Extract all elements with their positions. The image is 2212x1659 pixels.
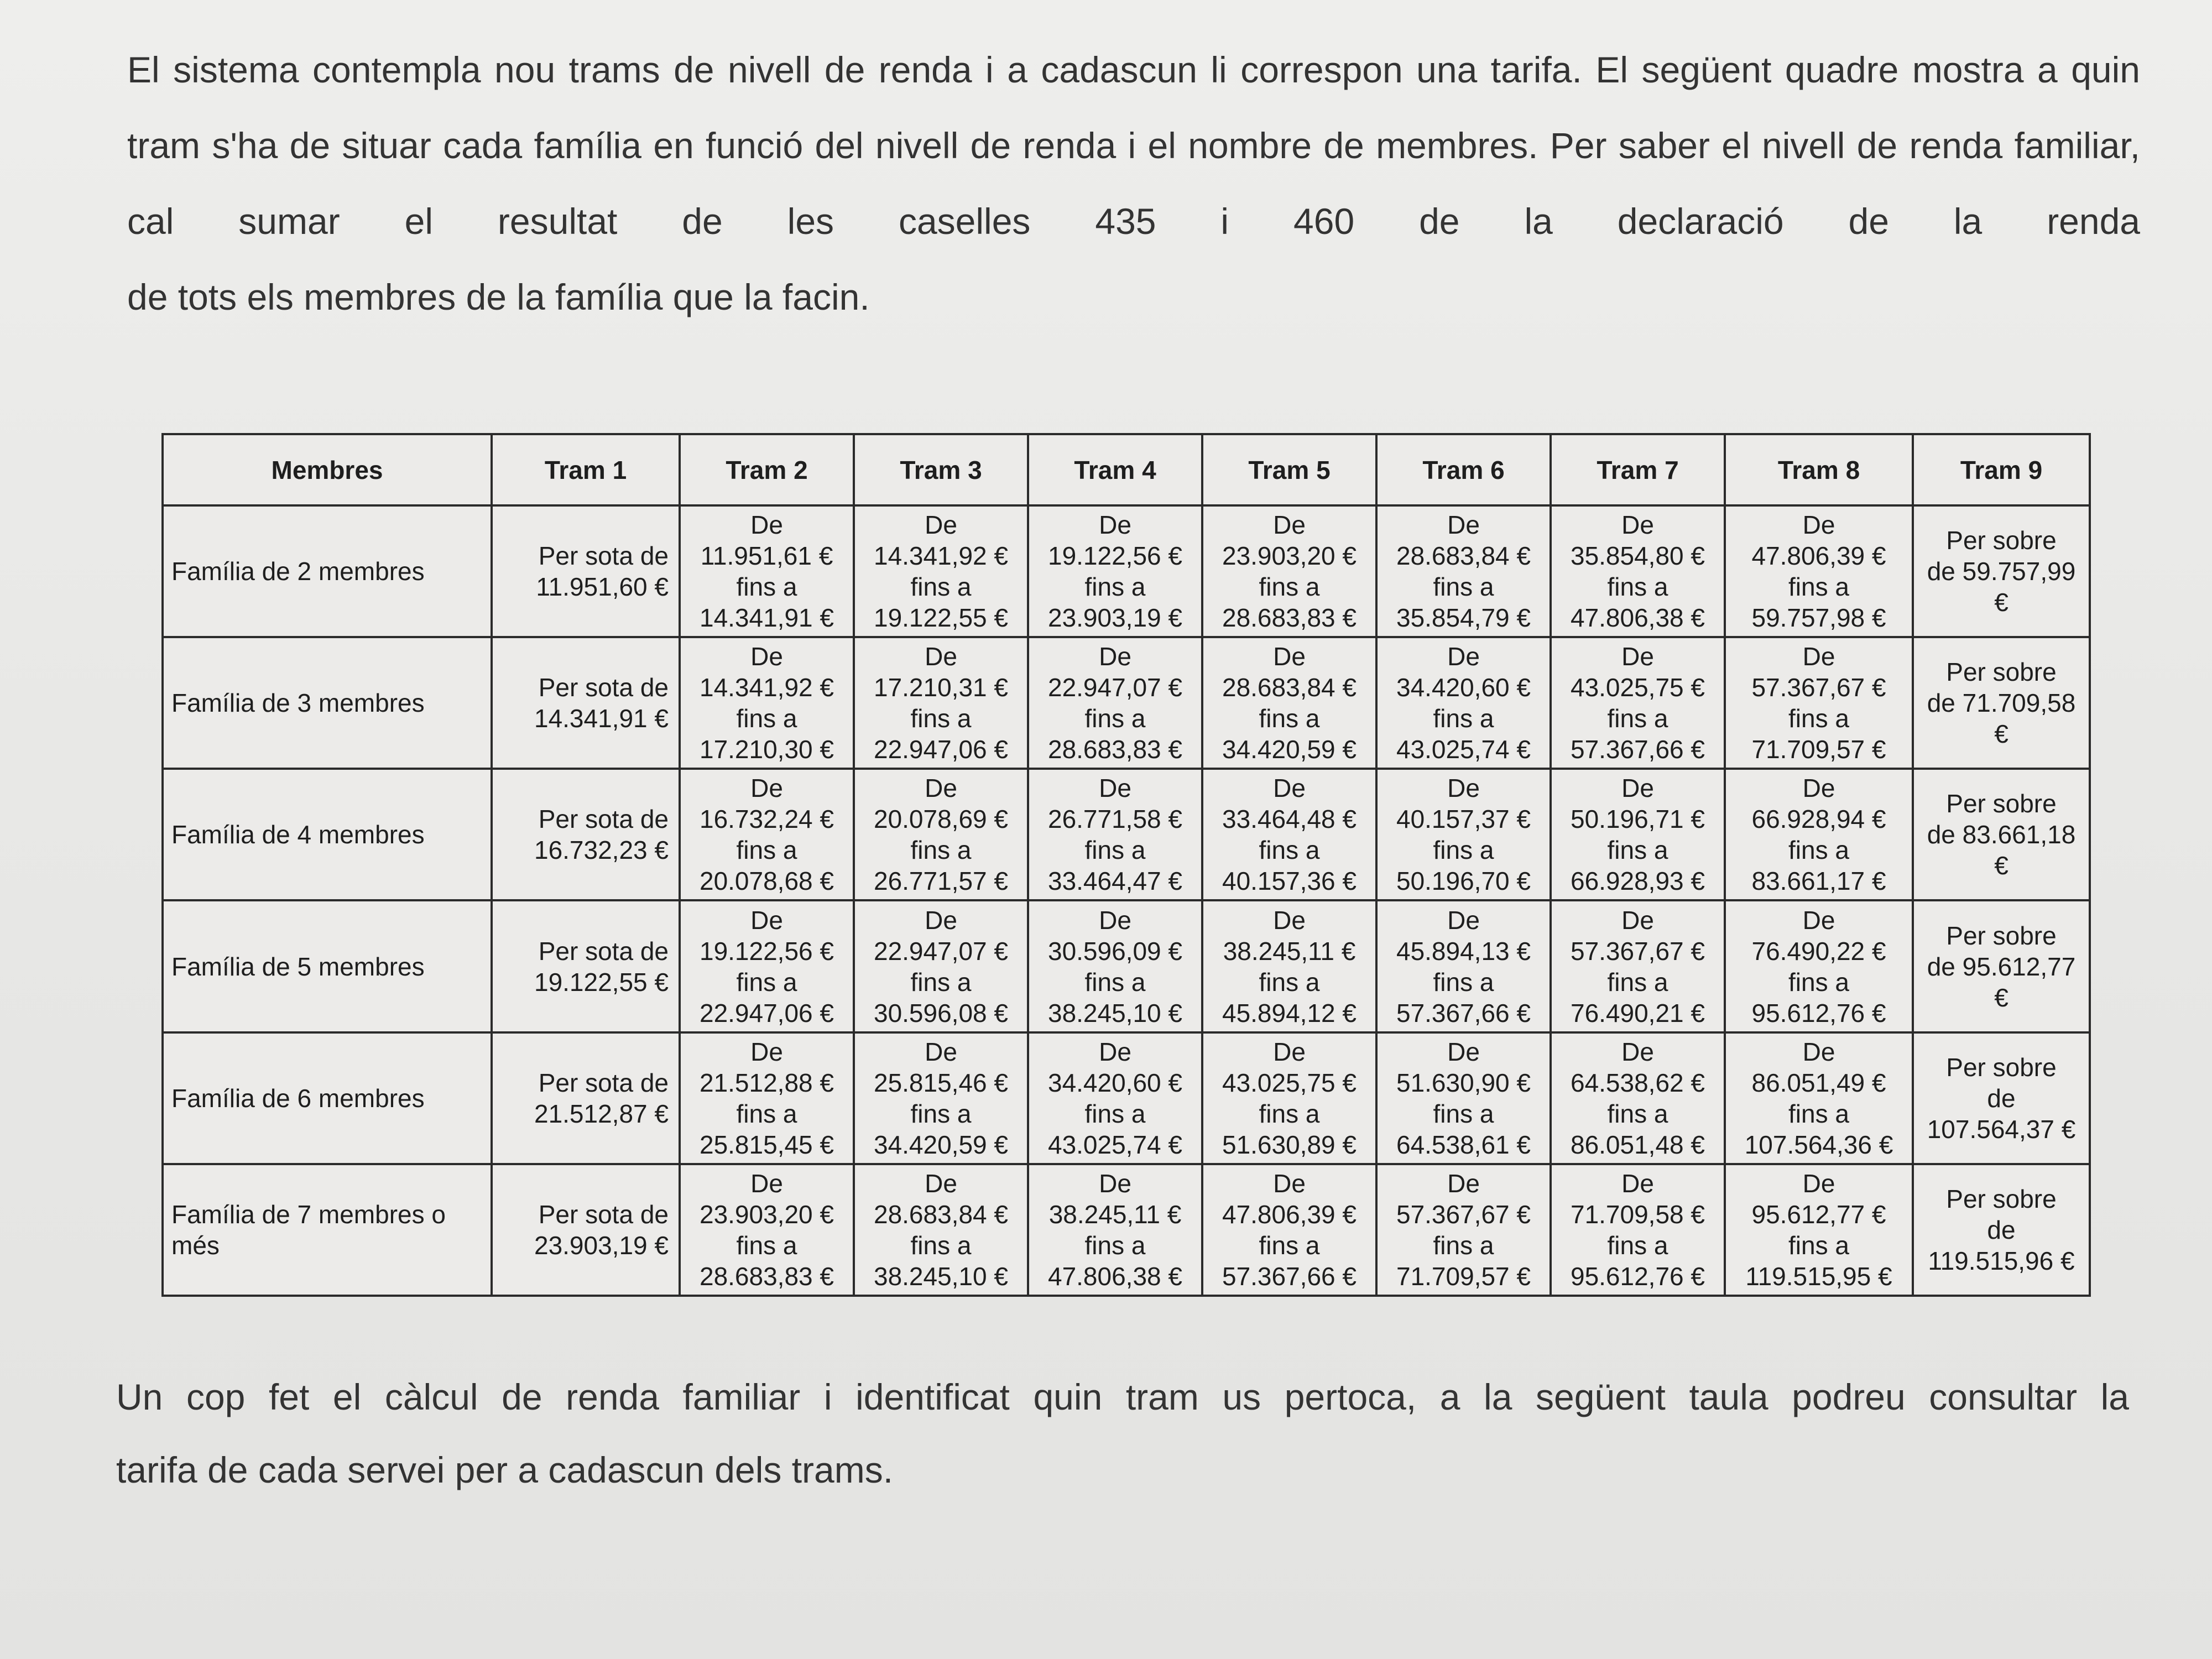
range-cell (680, 769, 854, 900)
cell-line: De (1273, 905, 1306, 935)
cell-line: 76.490,21 € (1570, 998, 1705, 1027)
cell-line: 30.596,08 € (873, 998, 1008, 1027)
cell-line: 64.538,62 € (1570, 1068, 1705, 1097)
range-cell (1028, 769, 1202, 900)
cell-line: De (1447, 905, 1480, 935)
range-cell (1551, 637, 1725, 769)
cell-line: 23.903,19 € (534, 1230, 669, 1260)
cell-line: 71.709,58 € (1570, 1199, 1705, 1229)
cell-line: 38.245,10 € (873, 1261, 1008, 1291)
cell-line: 25.815,45 € (699, 1130, 834, 1159)
cell-line: 66.928,93 € (1570, 867, 1705, 896)
cell-line: Per sota de (538, 1199, 669, 1229)
range-cell (1376, 1032, 1551, 1164)
tram9-cell (1913, 505, 2090, 637)
cell-line: fins a (1084, 967, 1146, 997)
cell-line: 86.051,48 € (1570, 1130, 1705, 1159)
cell-line: Per sota de (538, 805, 669, 834)
cell-line: 45.894,13 € (1396, 936, 1531, 966)
cell-line: 26.771,58 € (1047, 805, 1182, 834)
cell-line: 57.367,67 € (1751, 673, 1886, 702)
cell-line: Per sota de (538, 936, 669, 966)
cell-line: 38.245,10 € (1047, 998, 1182, 1027)
cell-line: De (1621, 1037, 1654, 1066)
cell-line: 40.157,37 € (1396, 805, 1531, 834)
header-cell: Tram 2 (680, 434, 854, 505)
cell-line: fins a (736, 1099, 797, 1128)
cell-line: fins a (910, 1099, 972, 1128)
tram1-cell (492, 505, 680, 637)
range-cell (680, 900, 854, 1032)
cell-line: fins a (1607, 836, 1668, 865)
cell-line: fins a (1433, 1099, 1494, 1128)
cell-line: 57.367,66 € (1222, 1261, 1357, 1291)
range-cell (1028, 637, 1202, 769)
cell-line: 47.806,39 € (1751, 541, 1886, 571)
range-cell (1202, 769, 1376, 900)
range-cell (854, 505, 1028, 637)
range-cell (1551, 900, 1725, 1032)
cell-line: fins a (910, 1230, 972, 1260)
cell-line: 19.122,56 € (699, 936, 834, 966)
cell-line: 16.732,24 € (699, 805, 834, 834)
cell-line: Per sobre (1946, 921, 2057, 950)
cell-line: 71.709,57 € (1751, 735, 1886, 764)
table-header-row (163, 434, 2090, 505)
cell-line: fins a (1788, 836, 1849, 865)
cell-line: 50.196,70 € (1396, 867, 1531, 896)
table-row (163, 1032, 2090, 1164)
cell-line: De (1802, 905, 1835, 935)
cell-line: De (1099, 510, 1131, 540)
cell-line: 34.420,59 € (1222, 735, 1357, 764)
cell-line: 35.854,79 € (1396, 603, 1531, 633)
range-cell (854, 900, 1028, 1032)
cell-line: 23.903,20 € (1222, 541, 1357, 571)
cell-line: 34.420,60 € (1047, 1068, 1182, 1097)
cell-line: 59.757,98 € (1751, 603, 1886, 633)
cell-line: Per sobre (1946, 526, 2057, 555)
cell-line: 45.894,12 € (1222, 998, 1357, 1027)
cell-line: De (1447, 1168, 1480, 1198)
cell-line: Per sobre (1946, 658, 2057, 687)
range-cell (1725, 769, 1913, 900)
cell-line: fins a (736, 572, 797, 602)
outro-line: tarifa de cada servei per a cadascun dels trams. (116, 1449, 894, 1490)
cell-line: fins a (1788, 967, 1849, 997)
membres-cell: Família de 4 membres (163, 769, 492, 900)
cell-line: De (1273, 1037, 1306, 1066)
header-cell: Tram 3 (854, 434, 1028, 505)
cell-line: Per sobre (1946, 1184, 2057, 1213)
cell-line: 33.464,47 € (1047, 867, 1182, 896)
header-cell: Tram 6 (1376, 434, 1551, 505)
cell-line: 30.596,09 € (1047, 936, 1182, 966)
cell-line: De (1447, 774, 1480, 803)
cell-line: De (1621, 905, 1654, 935)
cell-line: 28.683,84 € (1222, 673, 1357, 702)
cell-line: 28.683,84 € (873, 1199, 1008, 1229)
cell-line: Per sota de (538, 541, 669, 571)
cell-line: fins a (1433, 836, 1494, 865)
cell-line: De (1447, 642, 1480, 671)
cell-line: De (1621, 642, 1654, 671)
cell-line: 14.341,92 € (699, 673, 834, 702)
cell-line: de 59.757,99 (1927, 557, 2076, 586)
cell-line: fins a (910, 836, 972, 865)
range-cell (1376, 637, 1551, 769)
cell-line: 64.538,61 € (1396, 1130, 1531, 1159)
table-body (163, 505, 2090, 1296)
cell-line: De (1099, 1168, 1131, 1198)
cell-line: 34.420,60 € (1396, 673, 1531, 702)
cell-line: De (1273, 510, 1306, 540)
cell-line: Per sobre (1946, 1052, 2057, 1082)
cell-line: fins a (736, 836, 797, 865)
cell-line: fins a (1259, 1099, 1320, 1128)
cell-line: 34.420,59 € (873, 1130, 1008, 1159)
range-cell (1725, 637, 1913, 769)
cell-line: De (925, 905, 957, 935)
cell-line: fins a (1433, 572, 1494, 602)
intro-line: mostra a quin tram s'ha de situar cada família en funció del nivell de renda i el nombre de membres. Per (127, 49, 2140, 166)
cell-line: 57.367,66 € (1570, 735, 1705, 764)
cell-line: De (1099, 1037, 1131, 1066)
tram1-cell (492, 1164, 680, 1296)
cell-line: fins a (1788, 1230, 1849, 1260)
cell-line: De (925, 642, 957, 671)
cell-line: 14.341,91 € (699, 603, 834, 633)
cell-line: De (1621, 1168, 1654, 1198)
cell-line: 50.196,71 € (1570, 805, 1705, 834)
range-cell (1551, 1032, 1725, 1164)
cell-line: De (1273, 642, 1306, 671)
range-cell (1725, 1164, 1913, 1296)
cell-line: 38.245,11 € (1223, 936, 1356, 966)
tram1-cell (492, 637, 680, 769)
cell-line: 47.806,39 € (1222, 1199, 1357, 1229)
cell-line: fins a (1259, 704, 1320, 733)
cell-line: 107.564,36 € (1744, 1130, 1893, 1159)
cell-line: € (1994, 983, 2008, 1012)
range-cell (1551, 769, 1725, 900)
cell-line: 25.815,46 € (873, 1068, 1008, 1097)
header-cell: Tram 5 (1202, 434, 1376, 505)
intro-line: El sistema contempla nou trams de nivell de renda i a cadascun li correspon una tarifa. El següent quadre (127, 49, 1899, 90)
cell-line: 76.490,22 € (1751, 936, 1886, 966)
cell-line: Per sobre (1946, 789, 2057, 818)
tram9-cell (1913, 1032, 2090, 1164)
cell-line: 19.122,55 € (873, 603, 1008, 633)
cell-line: 43.025,75 € (1570, 673, 1705, 702)
cell-line: 33.464,48 € (1222, 805, 1357, 834)
tram9-cell (1913, 637, 2090, 769)
income-brackets-table (161, 433, 2091, 1297)
membres-cell: Família de 3 membres (163, 637, 492, 769)
cell-line: 23.903,20 € (699, 1199, 834, 1229)
table-row (163, 637, 2090, 769)
cell-line: fins a (1259, 572, 1320, 602)
range-cell (680, 505, 854, 637)
intro-paragraph (127, 32, 2140, 335)
range-cell (1551, 505, 1725, 637)
cell-line: De (1099, 905, 1131, 935)
range-cell (1376, 900, 1551, 1032)
cell-line: de 83.661,18 (1927, 820, 2076, 849)
cell-line: De (750, 1168, 783, 1198)
cell-line: fins a (1607, 572, 1668, 602)
membres-cell: Família de 2 membres (163, 505, 492, 637)
cell-line: De (1447, 510, 1480, 540)
cell-line: De (750, 774, 783, 803)
cell-line: fins a (1259, 836, 1320, 865)
tram9-cell (1913, 900, 2090, 1032)
cell-line: 51.630,89 € (1222, 1130, 1357, 1159)
cell-line: fins a (1607, 704, 1668, 733)
range-cell (1725, 505, 1913, 637)
range-cell (680, 1032, 854, 1164)
cell-line: fins a (736, 1230, 797, 1260)
cell-line: 51.630,90 € (1396, 1068, 1531, 1097)
cell-line: € (1994, 719, 2008, 749)
cell-line: 22.947,07 € (1047, 673, 1182, 702)
cell-line: De (750, 1037, 783, 1066)
cell-line: 47.806,38 € (1047, 1261, 1182, 1291)
range-cell (1028, 900, 1202, 1032)
cell-line: 119.515,96 € (1928, 1246, 2075, 1275)
range-cell (1202, 900, 1376, 1032)
range-cell (1028, 1032, 1202, 1164)
range-cell (854, 769, 1028, 900)
cell-line: 22.947,06 € (699, 998, 834, 1027)
cell-line: De (1099, 642, 1131, 671)
cell-line: 57.367,67 € (1396, 1199, 1531, 1229)
range-cell (1551, 1164, 1725, 1296)
cell-line: 26.771,57 € (873, 867, 1008, 896)
cell-line: 11.951,60 € (536, 572, 669, 602)
cell-line: De (1099, 774, 1131, 803)
cell-line: De (925, 510, 957, 540)
cell-line: 83.661,17 € (1751, 867, 1886, 896)
cell-line: fins a (1084, 572, 1146, 602)
range-cell (854, 637, 1028, 769)
membres-cell: Família de 5 membres (163, 900, 492, 1032)
tram9-cell (1913, 1164, 2090, 1296)
cell-line: De (1621, 510, 1654, 540)
cell-line: fins a (1607, 1099, 1668, 1128)
outro-line: Un cop fet el càlcul de renda familiar i identificat quin tram us pertoca, a la següent taula podreu consultar la (116, 1376, 2129, 1417)
cell-line: fins a (736, 704, 797, 733)
range-cell (1376, 505, 1551, 637)
cell-line: € (1994, 851, 2008, 880)
membres-cell: Família de 6 membres (163, 1032, 492, 1164)
cell-line: fins a (1084, 1099, 1146, 1128)
range-cell (1202, 505, 1376, 637)
cell-line: 22.947,06 € (873, 735, 1008, 764)
cell-line: fins a (1607, 1230, 1668, 1260)
cell-line: fins a (1433, 967, 1494, 997)
cell-line: 19.122,55 € (534, 967, 669, 997)
cell-line: 28.683,83 € (699, 1261, 834, 1291)
cell-line: 14.341,91 € (534, 704, 669, 733)
cell-line: de 95.612,77 (1927, 952, 2076, 981)
cell-line: 28.683,83 € (1222, 603, 1357, 633)
cell-line: fins a (736, 967, 797, 997)
cell-line: de (1987, 1215, 2016, 1244)
cell-line: fins a (1433, 1230, 1494, 1260)
range-cell (1376, 769, 1551, 900)
cell-line: 11.951,61 € (700, 541, 833, 571)
cell-line: 20.078,69 € (873, 805, 1008, 834)
cell-line: 21.512,88 € (699, 1068, 834, 1097)
cell-line: De (750, 510, 783, 540)
membres-cell: Família de 7 membres o més (163, 1164, 492, 1296)
cell-line: De (1273, 774, 1306, 803)
cell-line: fins a (1607, 967, 1668, 997)
cell-line: 28.683,84 € (1396, 541, 1531, 571)
cell-line: fins a (1084, 1230, 1146, 1260)
cell-line: 43.025,75 € (1222, 1068, 1357, 1097)
cell-line: De (1802, 642, 1835, 671)
table-row (163, 1164, 2090, 1296)
outro-paragraph (116, 1360, 2129, 1506)
tram1-cell (492, 900, 680, 1032)
cell-line: fins a (1433, 704, 1494, 733)
cell-line: De (1802, 1168, 1835, 1198)
cell-line: 57.367,67 € (1570, 936, 1705, 966)
tram1-cell (492, 1032, 680, 1164)
cell-line: fins a (1259, 967, 1320, 997)
cell-line: de (1987, 1083, 2016, 1113)
cell-line: Per sota de (538, 673, 669, 702)
range-cell (1202, 1164, 1376, 1296)
cell-line: fins a (1084, 704, 1146, 733)
cell-line: De (1802, 510, 1835, 540)
range-cell (1725, 1032, 1913, 1164)
cell-line: 19.122,56 € (1047, 541, 1182, 571)
cell-line: fins a (1788, 704, 1849, 733)
cell-line: 95.612,76 € (1570, 1261, 1705, 1291)
range-cell (854, 1032, 1028, 1164)
cell-line: 40.157,36 € (1222, 867, 1357, 896)
header-cell: Tram 8 (1725, 434, 1913, 505)
cell-line: 23.903,19 € (1047, 603, 1182, 633)
cell-line: De (750, 905, 783, 935)
intro-line: saber el nivell de renda familiar, cal sumar el resultat de les caselles 435 i 460 de la declaració de la renda (127, 125, 2140, 242)
cell-line: de 71.709,58 (1927, 688, 2076, 718)
cell-line: De (1273, 1168, 1306, 1198)
range-cell (854, 1164, 1028, 1296)
range-cell (1028, 505, 1202, 637)
cell-line: fins a (1259, 1230, 1320, 1260)
tram1-cell (492, 769, 680, 900)
cell-line: 86.051,49 € (1751, 1068, 1886, 1097)
cell-line: fins a (1788, 1099, 1849, 1128)
cell-line: De (925, 1037, 957, 1066)
cell-line: 95.612,76 € (1751, 998, 1886, 1027)
cell-line: 43.025,74 € (1396, 735, 1531, 764)
range-cell (680, 1164, 854, 1296)
cell-line: 57.367,66 € (1396, 998, 1531, 1027)
cell-line: De (925, 774, 957, 803)
cell-line: De (1621, 774, 1654, 803)
cell-line: 35.854,80 € (1570, 541, 1705, 571)
cell-line: 119.515,95 € (1745, 1261, 1892, 1291)
cell-line: 17.210,30 € (699, 735, 834, 764)
cell-line: 107.564,37 € (1927, 1114, 2076, 1144)
range-cell (1376, 1164, 1551, 1296)
header-cell: Tram 7 (1551, 434, 1725, 505)
cell-line: fins a (910, 572, 972, 602)
cell-line: fins a (1084, 836, 1146, 865)
header-cell: Tram 9 (1913, 434, 2090, 505)
cell-line: 14.341,92 € (873, 541, 1008, 571)
intro-line: de tots els membres de la família que la facin. (127, 276, 870, 317)
header-cell: Membres (163, 434, 492, 505)
cell-line: 28.683,83 € (1047, 735, 1182, 764)
cell-line: 47.806,38 € (1570, 603, 1705, 633)
cell-line: 38.245,11 € (1048, 1199, 1182, 1229)
range-cell (1725, 900, 1913, 1032)
range-cell (1202, 637, 1376, 769)
header-cell: Tram 1 (492, 434, 680, 505)
cell-line: € (1994, 588, 2008, 617)
range-cell (1028, 1164, 1202, 1296)
cell-line: 71.709,57 € (1396, 1261, 1531, 1291)
cell-line: De (1802, 774, 1835, 803)
tram9-cell (1913, 769, 2090, 900)
header-cell: Tram 4 (1028, 434, 1202, 505)
cell-line: fins a (910, 967, 972, 997)
cell-line: fins a (1788, 572, 1849, 602)
cell-line: 16.732,23 € (534, 836, 669, 865)
cell-line: 43.025,74 € (1047, 1130, 1182, 1159)
table-row (163, 900, 2090, 1032)
range-cell (1202, 1032, 1376, 1164)
cell-line: De (925, 1168, 957, 1198)
cell-line: 66.928,94 € (1751, 805, 1886, 834)
cell-line: 20.078,68 € (699, 867, 834, 896)
cell-line: 17.210,31 € (873, 673, 1008, 702)
table-row (163, 769, 2090, 900)
range-cell (680, 637, 854, 769)
table-row (163, 505, 2090, 637)
cell-line: Per sota de (538, 1068, 669, 1097)
cell-line: 95.612,77 € (1751, 1199, 1886, 1229)
cell-line: fins a (910, 704, 972, 733)
cell-line: 22.947,07 € (873, 936, 1008, 966)
cell-line: 21.512,87 € (534, 1099, 669, 1128)
cell-line: De (1447, 1037, 1480, 1066)
cell-line: De (1802, 1037, 1835, 1066)
cell-line: De (750, 642, 783, 671)
